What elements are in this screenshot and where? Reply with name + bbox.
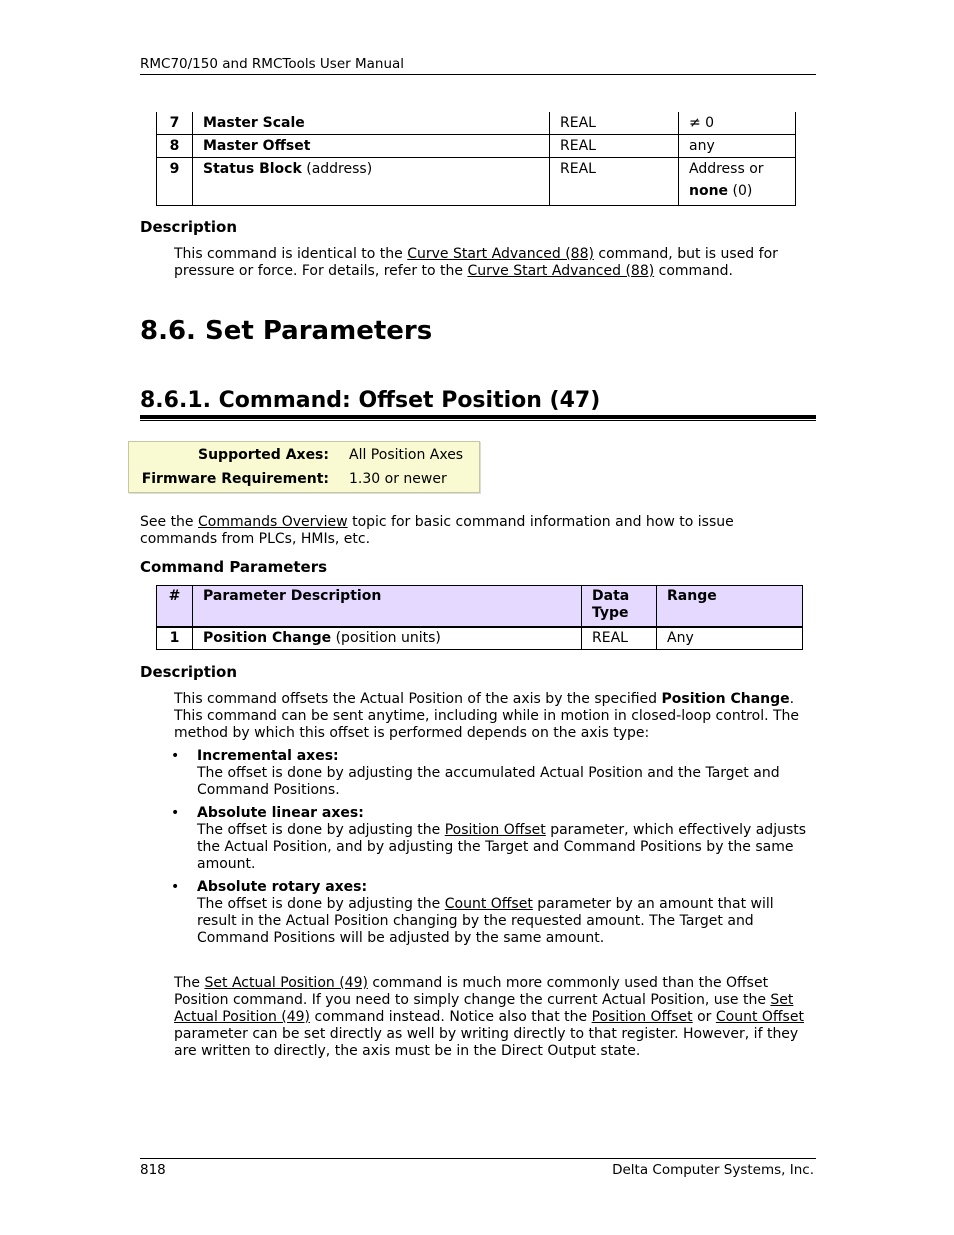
- range-bold: none: [689, 183, 729, 199]
- text: command.: [654, 263, 733, 279]
- position-offset-link[interactable]: Position Offset: [444, 822, 546, 838]
- supported-axes-label: Supported Axes:: [198, 447, 329, 463]
- bullet-icon: •: [171, 805, 180, 821]
- position-offset-link[interactable]: Position Offset: [591, 1009, 693, 1025]
- range-cell: Any: [657, 627, 803, 650]
- text: command is much more commonly used than the Offset Position command. If you need to simply change the current Actual Position, use the: [174, 975, 771, 1008]
- data-type-cell: REAL: [550, 135, 679, 158]
- firmware-value: 1.30 or newer: [349, 471, 447, 487]
- param-name: Master Offset: [203, 138, 311, 154]
- list-item-title: Absolute linear axes:: [197, 805, 364, 821]
- bullet-icon: •: [171, 748, 180, 764]
- text: This command offsets the Actual Position of the axis by the specified: [174, 691, 662, 707]
- param-name: Status Block: [203, 161, 302, 177]
- param-name-cell: [193, 158, 550, 206]
- intro-paragraph: [140, 514, 760, 548]
- row-number: 7: [157, 112, 193, 135]
- range-cell: [679, 158, 796, 206]
- command-parameters-table: [156, 585, 803, 650]
- footer-company: Delta Computer Systems, Inc.: [612, 1162, 814, 1178]
- text: . This command can be sent anytime, including while in motion in closed-loop control. The method by which this offset is performed depends on the axis type:: [174, 691, 800, 741]
- parameter-table-continued: [156, 112, 796, 206]
- list-item-title: Incremental axes:: [197, 748, 339, 764]
- text: command instead. Notice also that the: [310, 1009, 592, 1025]
- firmware-label: Firmware Requirement:: [141, 471, 329, 487]
- table-header-row: [157, 586, 803, 628]
- emphasis: Position Change: [661, 691, 790, 707]
- bullet-icon: •: [171, 879, 180, 895]
- subsection-title: 8.6.1. Command: Offset Position (47): [140, 388, 816, 419]
- range-text: Address or: [689, 161, 764, 177]
- text: This command is identical to the: [174, 246, 408, 262]
- param-name-suffix: (position units): [331, 630, 441, 646]
- text: command, but is used for pressure or force. For details, refer to the: [174, 246, 778, 279]
- text: topic for basic command information and how to issue commands from PLCs, HMIs, etc.: [140, 514, 734, 547]
- text: parameter, which effectively adjusts the Actual Position, and by adjusting the Target and Command Positions by the same amount.: [197, 822, 807, 872]
- requirements-table: [129, 442, 473, 490]
- row-number: 8: [157, 135, 193, 158]
- description-paragraph: [174, 691, 814, 742]
- curve-start-advanced-link[interactable]: Curve Start Advanced (88): [467, 263, 655, 279]
- page-number: 818: [140, 1162, 166, 1178]
- param-name-cell: [193, 112, 550, 135]
- row-number: 9: [157, 158, 193, 206]
- header-number: #: [157, 586, 193, 628]
- text: parameter can be set directly as well by writing directly to that register. However, if they are written to directly, the axis must be in the Direct Output state.: [174, 1026, 799, 1059]
- description-heading: Description: [140, 218, 238, 236]
- range-cell: ≠ 0: [679, 112, 796, 135]
- footer-rule: [140, 1158, 816, 1159]
- header-range: Range: [657, 586, 803, 628]
- row-number: 1: [157, 627, 193, 650]
- heading-rule: [140, 420, 816, 421]
- param-name-cell: [193, 135, 550, 158]
- data-type-cell: REAL: [550, 112, 679, 135]
- table-row: [157, 135, 796, 158]
- description-paragraph: [174, 246, 814, 280]
- set-actual-position-link[interactable]: Set Actual Position (49): [204, 975, 368, 991]
- text: or: [692, 1009, 716, 1025]
- table-row: [157, 158, 796, 206]
- text: The offset is done by adjusting the: [197, 822, 445, 838]
- text: The: [174, 975, 205, 991]
- text: The offset is done by adjusting the accumulated Actual Position and the Target and Command Positions.: [197, 765, 780, 798]
- commands-overview-link[interactable]: Commands Overview: [198, 514, 348, 530]
- text: See the: [140, 514, 198, 530]
- axis-type-list: [171, 748, 814, 953]
- header-description: Parameter Description: [193, 586, 582, 628]
- text: The offset is done by adjusting the: [197, 896, 445, 912]
- supported-axes-value: All Position Axes: [349, 447, 464, 463]
- data-type-cell: REAL: [582, 627, 657, 650]
- param-name: Master Scale: [203, 115, 305, 131]
- text: parameter by an amount that will result in the Actual Position changing by the requested amount. The Target and Command Positions will be adjusted by the same amount.: [197, 896, 774, 946]
- closing-paragraph: [174, 975, 814, 1060]
- list-item-title: Absolute rotary axes:: [197, 879, 368, 895]
- curve-start-advanced-link[interactable]: Curve Start Advanced (88): [407, 246, 594, 262]
- list-item: [171, 805, 814, 873]
- list-item: [171, 748, 814, 799]
- param-name-cell: [193, 627, 582, 650]
- range-suffix: (0): [728, 183, 753, 199]
- command-parameters-heading: Command Parameters: [140, 558, 328, 576]
- set-actual-position-link[interactable]: Set Actual Position (49): [174, 992, 794, 1025]
- table-row: [157, 112, 796, 135]
- param-name-suffix: (address): [301, 161, 373, 177]
- requirements-box: [128, 441, 480, 493]
- param-name: Position Change: [203, 630, 332, 646]
- header-data-type: Data Type: [582, 586, 657, 628]
- section-title: 8.6. Set Parameters: [140, 316, 433, 346]
- data-type-cell: REAL: [550, 158, 679, 206]
- supported-axes-row: [129, 442, 473, 466]
- description-heading: Description: [140, 663, 238, 681]
- range-cell: any: [679, 135, 796, 158]
- table-row: [157, 627, 803, 650]
- list-item: [171, 879, 814, 947]
- count-offset-link[interactable]: Count Offset: [444, 896, 533, 912]
- firmware-row: [129, 466, 473, 490]
- running-header: RMC70/150 and RMCTools User Manual: [140, 56, 816, 75]
- count-offset-link[interactable]: Count Offset: [715, 1009, 804, 1025]
